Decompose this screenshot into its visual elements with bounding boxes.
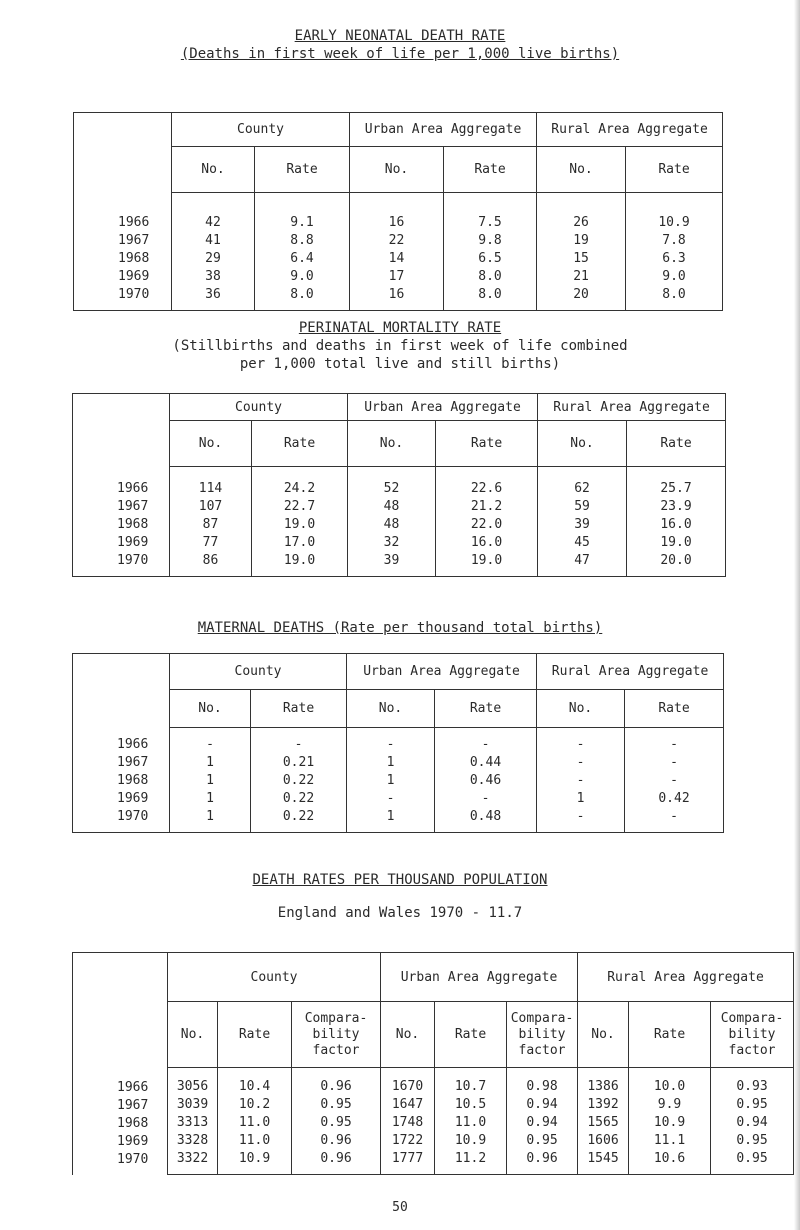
table-cell: 17.0 [283,535,316,550]
deathrates-title: DEATH RATES PER THOUSAND POPULATION [252,872,548,888]
table-cell: 1647 [391,1097,424,1112]
column-header: Rate [629,1002,711,1068]
group-header-county: County [168,953,381,1002]
table-cell: 62 [574,481,590,496]
column-header: No. [170,421,252,467]
data-column [170,467,252,577]
table-cell: 11.1 [653,1133,686,1148]
group-header-rural: Rural Area Aggregate [578,953,794,1002]
table-cell: 9.9 [657,1097,682,1112]
column-header: Rate [627,421,726,467]
year-label: 1969 [118,269,150,284]
table-cell: 77 [202,535,219,550]
table-cell: 1606 [587,1133,619,1148]
year-label: 1966 [117,737,149,752]
table-cell: 22 [388,233,405,248]
table-cell: 22.7 [283,499,316,514]
column-header: No. [170,690,251,728]
table-cell: - [206,737,214,752]
table-cell: 0.22 [282,791,315,806]
table-cell: 3313 [176,1115,209,1130]
maternal-table [72,653,724,833]
table-cell: - [481,791,490,806]
data-column [435,728,537,833]
table-cell: 39 [383,553,400,568]
table-cell: - [670,773,678,788]
group-header-urban: Urban Area Aggregate [347,654,537,690]
table-cell: 9.0 [290,269,314,284]
table-cell: 7.5 [478,215,502,230]
data-column [578,1068,629,1175]
data-column [537,728,625,833]
data-column [435,1068,507,1175]
table-cell: - [386,791,395,806]
data-column [444,193,537,311]
year-label: 1969 [117,1133,149,1149]
table-cell: 0.93 [736,1079,768,1094]
data-column [218,1068,292,1175]
table-cell: 0.48 [469,809,502,824]
table-cell: 6.4 [290,251,314,266]
perinatal-table [72,393,726,577]
table-cell: 1 [386,809,395,824]
table-cell: 0.94 [526,1115,558,1130]
year-label: 1967 [118,233,150,248]
data-column [252,467,348,577]
data-column [507,1068,578,1175]
year-column [74,113,172,311]
year-label: 1969 [117,535,149,550]
neonatal-table [73,112,723,311]
year-label: 1967 [117,499,149,514]
table-cell: 24.2 [283,481,316,496]
table-cell: 19.0 [660,535,692,550]
table-cell: 10.9 [658,215,690,230]
table-cell: 10.6 [653,1151,686,1166]
table-cell: 0.95 [320,1115,352,1130]
data-column [626,193,723,311]
year-label: 1970 [117,553,149,568]
table-cell: 10.5 [454,1097,487,1112]
data-column [625,728,724,833]
table-cell: 1565 [587,1115,619,1130]
column-header: No. [538,421,627,467]
column-header: Rate [255,147,350,193]
table-cell: 0.46 [469,773,502,788]
table-cell: 16.0 [470,535,503,550]
table-cell: 8.0 [478,269,502,284]
table-cell: 42 [205,215,221,230]
column-header: No. [347,690,435,728]
table-cell: 8.0 [478,287,502,302]
perinatal-subtitle-2: per 1,000 total live and still births) [239,356,561,372]
column-header: No. [350,147,444,193]
data-column [172,193,255,311]
table-cell: 1 [206,755,214,770]
table-cell: 19.0 [470,553,503,568]
table-cell: 19.0 [283,517,316,532]
table-cell: 23.9 [660,499,692,514]
year-label: 1967 [117,755,149,770]
table-cell: 1 [386,755,395,770]
data-column [627,467,726,577]
data-column [348,467,436,577]
data-column [537,193,626,311]
table-cell: 36 [205,287,221,302]
column-header: No. [168,1002,218,1068]
table-cell: 10.9 [653,1115,686,1130]
table-cell: 21.2 [470,499,503,514]
table-cell: - [576,737,585,752]
table-cell: 0.21 [282,755,315,770]
table-cell: 22.0 [470,517,503,532]
table-cell: 1 [576,791,585,806]
table-cell: - [576,755,585,770]
table-cell: 41 [205,233,221,248]
year-label: 1966 [118,215,150,230]
table-cell: 114 [198,481,223,496]
table-cell: 29 [205,251,221,266]
table-cell: 0.94 [736,1115,768,1130]
table-cell: - [576,773,585,788]
page-edge-shadow [794,0,800,1230]
table-cell: 11.2 [454,1151,487,1166]
deathrates-subtitle: England and Wales 1970 - 11.7 [277,905,523,921]
table-cell: 47 [574,553,590,568]
column-header: Rate [435,690,537,728]
table-cell: 9.8 [478,233,502,248]
table-cell: 86 [202,553,219,568]
table-cell: 0.95 [526,1133,558,1148]
table-cell: 48 [383,517,400,532]
maternal-title: MATERNAL DEATHS (Rate per thousand total births) [197,620,603,636]
data-column [381,1068,435,1175]
table-cell: 0.95 [320,1097,352,1112]
table-cell: 0.96 [320,1133,352,1148]
table-cell: 1777 [391,1151,424,1166]
table-cell: 0.42 [658,791,690,806]
column-header: Compara- bility factor [507,1002,578,1068]
table-cell: 22.6 [470,481,503,496]
table-cell: 10.0 [653,1079,686,1094]
table-cell: 6.5 [478,251,502,266]
column-header: No. [381,1002,435,1068]
table-cell: 0.94 [526,1097,558,1112]
group-header-urban: Urban Area Aggregate [350,113,537,147]
table-cell: 19 [573,233,589,248]
table-cell: 0.95 [736,1133,768,1148]
table-cell: 6.3 [662,251,686,266]
table-cell: 25.7 [660,481,692,496]
group-header-rural: Rural Area Aggregate [537,113,723,147]
table-cell: 9.0 [662,269,686,284]
table-cell: 1 [386,773,395,788]
table-cell: - [294,737,303,752]
year-column [73,394,170,577]
table-cell: 19.0 [283,553,316,568]
year-label: 1968 [117,517,149,532]
table-cell: - [386,737,395,752]
table-cell: 1722 [391,1133,424,1148]
table-cell: 1386 [587,1079,619,1094]
table-cell: 8.8 [290,233,314,248]
table-cell: 16 [388,215,405,230]
column-header: No. [578,1002,629,1068]
column-header: No. [537,147,626,193]
group-header-county: County [172,113,350,147]
neonatal-title: EARLY NEONATAL DEATH RATE [294,28,506,44]
table-cell: 9.1 [290,215,314,230]
column-header: Rate [251,690,347,728]
table-cell: 87 [202,517,219,532]
data-column [436,467,538,577]
year-column [73,953,168,1175]
table-cell: 11.0 [454,1115,487,1130]
table-cell: 0.95 [736,1097,768,1112]
data-column [292,1068,381,1175]
data-column [347,728,435,833]
table-cell: 0.44 [469,755,502,770]
table-cell: 20.0 [660,553,692,568]
table-cell: 0.96 [320,1151,352,1166]
table-cell: 48 [383,499,400,514]
table-cell: 26 [573,215,589,230]
table-cell: 0.96 [526,1151,558,1166]
table-cell: 14 [388,251,405,266]
column-header: Rate [625,690,724,728]
table-cell: 8.0 [290,287,314,302]
year-label: 1966 [117,481,149,496]
table-cell: 1 [206,773,214,788]
column-header: Rate [435,1002,507,1068]
table-cell: 1392 [587,1097,619,1112]
year-label: 1968 [117,773,149,788]
table-cell: 32 [383,535,400,550]
column-header: Rate [626,147,723,193]
data-column [538,467,627,577]
group-header-rural: Rural Area Aggregate [537,654,724,690]
table-cell: 10.9 [454,1133,487,1148]
group-header-county: County [170,654,347,690]
year-column [73,654,170,833]
column-header: No. [348,421,436,467]
data-column [255,193,350,311]
neonatal-subtitle: (Deaths in first week of life per 1,000 live births) [180,46,620,62]
table-cell: 39 [574,517,590,532]
year-label: 1970 [118,287,150,302]
column-header: No. [172,147,255,193]
year-label: 1967 [117,1097,149,1113]
table-cell: 10.2 [238,1097,271,1112]
table-cell: 20 [573,287,589,302]
year-label: 1970 [117,809,149,824]
data-column [251,728,347,833]
table-cell: 11.0 [238,1133,271,1148]
table-cell: 0.95 [736,1151,768,1166]
table-cell: 11.0 [238,1115,271,1130]
data-column [168,1068,218,1175]
column-header: Rate [436,421,538,467]
table-cell: - [481,737,490,752]
group-header-urban: Urban Area Aggregate [381,953,578,1002]
group-header-county: County [170,394,348,421]
table-cell: 3056 [176,1079,209,1094]
year-label: 1966 [117,1079,149,1095]
table-cell: 0.98 [526,1079,558,1094]
table-cell: 52 [383,481,400,496]
table-cell: 0.22 [282,773,315,788]
table-cell: 3322 [176,1151,209,1166]
table-cell: 17 [388,269,405,284]
column-header: Rate [218,1002,292,1068]
table-cell: 0.96 [320,1079,352,1094]
data-column [170,728,251,833]
table-cell: 0.22 [282,809,315,824]
table-cell: 15 [573,251,589,266]
table-cell: - [576,809,585,824]
table-cell: 21 [573,269,589,284]
column-header: Rate [444,147,537,193]
table-cell: - [670,737,678,752]
column-header: Rate [252,421,348,467]
data-column [350,193,444,311]
data-column [629,1068,711,1175]
table-cell: 16.0 [660,517,692,532]
table-cell: 1670 [391,1079,424,1094]
column-header: No. [537,690,625,728]
perinatal-subtitle-1: (Stillbirths and deaths in first week of life combined [172,338,628,354]
group-header-urban: Urban Area Aggregate [348,394,538,421]
year-label: 1968 [117,1115,149,1131]
table-cell: 1545 [587,1151,619,1166]
column-header: Compara- bility factor [711,1002,794,1068]
group-header-rural: Rural Area Aggregate [538,394,726,421]
table-cell: - [670,755,678,770]
table-cell: 1 [206,791,214,806]
table-cell: 38 [205,269,221,284]
year-label: 1970 [117,1151,149,1167]
table-cell: 1 [206,809,214,824]
table-cell: 16 [388,287,405,302]
year-label: 1968 [118,251,150,266]
year-label: 1969 [117,791,149,806]
table-cell: 45 [574,535,590,550]
table-cell: 3328 [176,1133,209,1148]
table-cell: 10.7 [454,1079,487,1094]
column-header: Compara- bility factor [292,1002,381,1068]
table-cell: 10.9 [238,1151,271,1166]
table-cell: 59 [574,499,590,514]
table-cell: 8.0 [662,287,686,302]
data-column [711,1068,794,1175]
table-cell: 7.8 [662,233,686,248]
table-cell: - [670,809,678,824]
perinatal-title: PERINATAL MORTALITY RATE [298,320,502,336]
page-number: 50 [392,1200,408,1215]
table-cell: 10.4 [238,1079,271,1094]
deathrates-table [72,952,794,1175]
table-cell: 3039 [176,1097,209,1112]
table-cell: 107 [198,499,223,514]
table-cell: 1748 [391,1115,424,1130]
